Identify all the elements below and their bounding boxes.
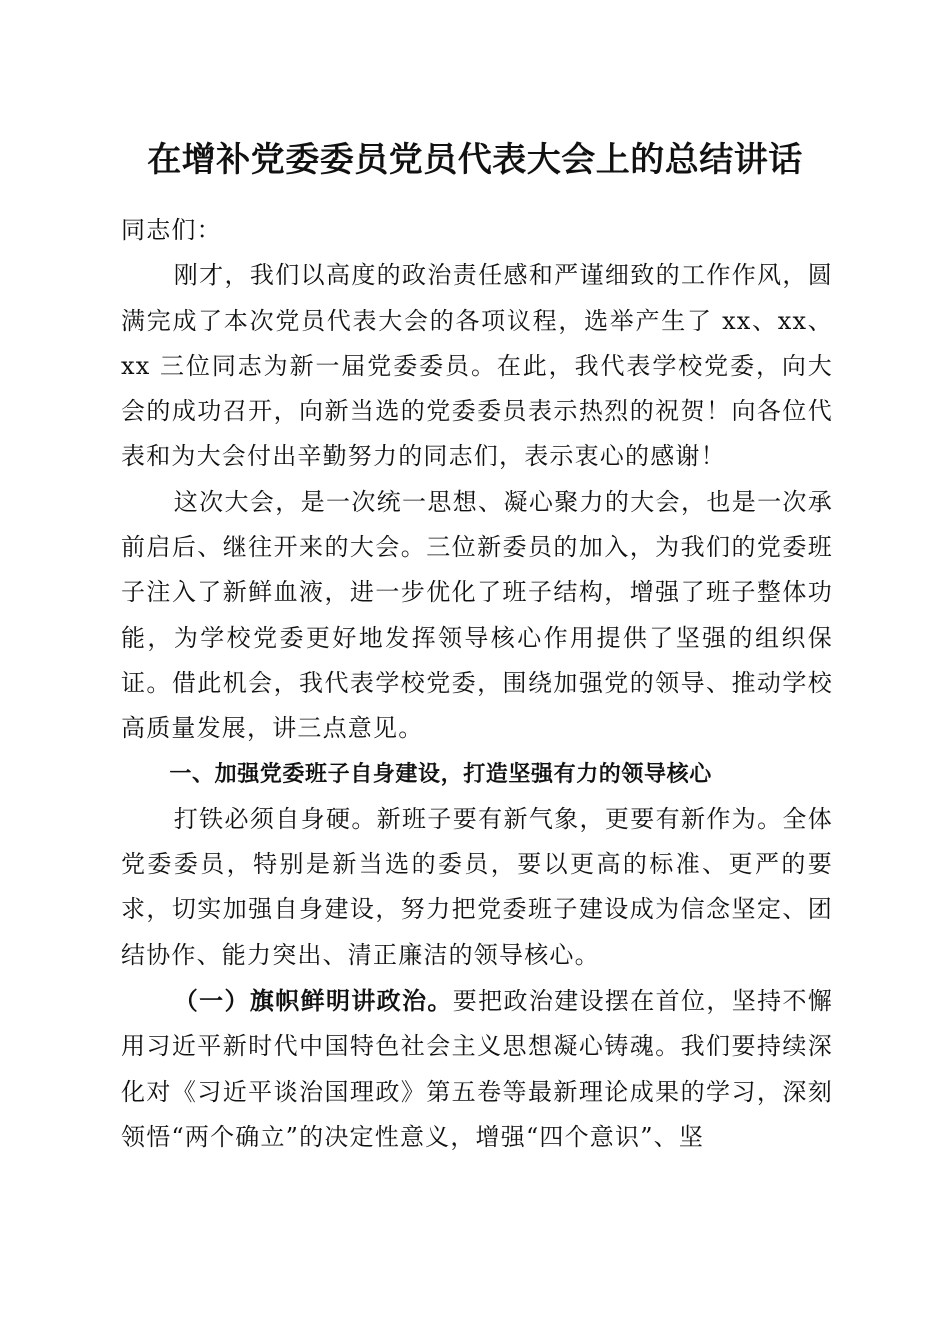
greeting: 同志们： (121, 216, 222, 244)
paragraph-2: 这次大会，是一次统一思想、凝心聚力的大会，也是一次承前启后、继往开来的大会。三位新委员的加入，为我们的党委班子注入了新鲜血液，进一步优化了班子结构，增强了班子整体功能，为学校党委更好地发挥领导核心作用提供了坚强的组织保证。借此机会，我代表学校党委，围绕加强党的领导、推动学校高质量发展，讲三点意见。 (121, 487, 833, 743)
page-title: 在增补党委委员党员代表大会上的总结讲话 (147, 140, 803, 180)
subsection-text: 要把政治建设摆在首位，坚持不懈用习近平新时代中国特色社会主义思想凝心铸魂。我们要持续深化对《习近平谈治国理政》第五卷等最新理论成果的学习，深刻领悟“两个确立”的决定性意义，增强“四个意识”、坚 (121, 987, 834, 1151)
paragraph-1: 刚才，我们以高度的政治责任感和严谨细致的工作作风，圆满完成了本次党员代表大会的各项议程，选举产生了 xx、xx、xx 三位同志为新一届党委委员。在此，我代表学校党委，向大会的成功召开，向新当选的党委委员表示热烈的祝贺！向各位代表和为大会付出辛勤努力的同志们，表示衷心的感谢！ (121, 261, 833, 471)
document-body (121, 208, 833, 1160)
subsection-label: （一）旗帜鲜明讲政治。 (173, 986, 453, 1016)
section-heading: 一、加强党委班子自身建设，打造坚强有力的领导核心 (169, 761, 712, 787)
section-paragraph: 打铁必须自身硬。新班子要有新气象，更要有新作为。全体党委委员，特别是新当选的委员，要以更高的标准、更严的要求，切实加强自身建设，努力把党委班子建设成为信念坚定、团结协作、能力突出、清正廉洁的领导核心。 (121, 804, 833, 969)
subsection-paragraph (121, 978, 833, 1160)
